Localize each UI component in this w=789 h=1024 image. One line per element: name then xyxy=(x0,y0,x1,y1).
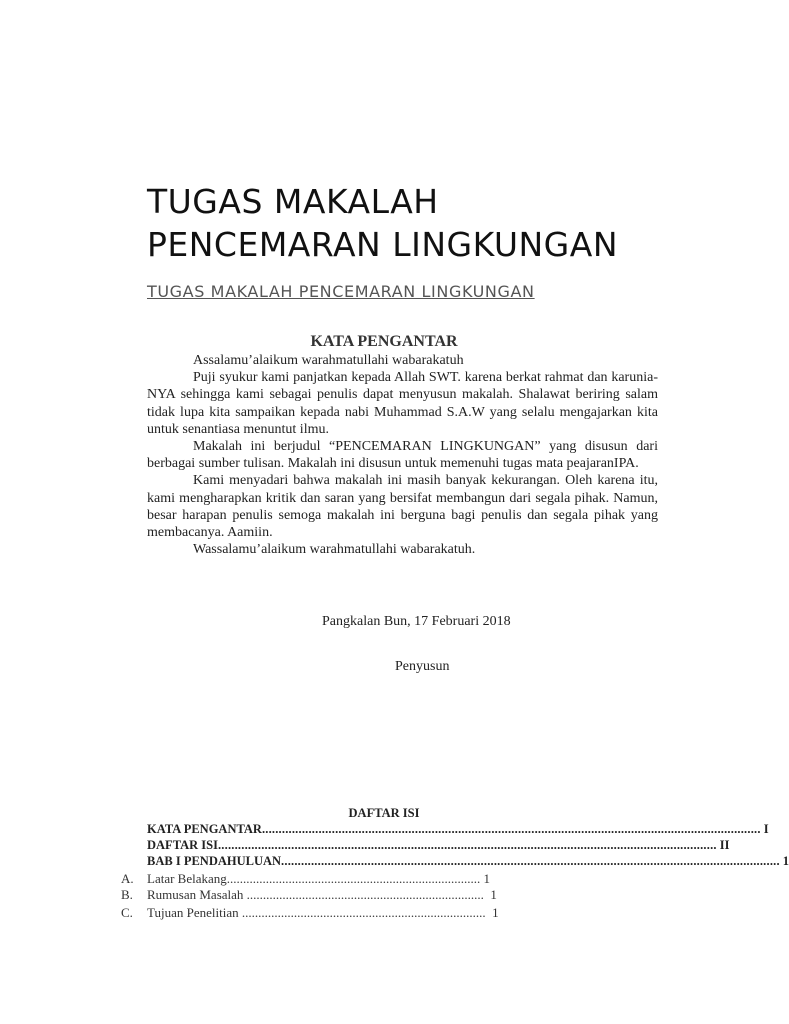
toc-entry-label: KATA PENGANTAR xyxy=(147,822,262,836)
body-paragraph: Makalah ini berjudul “PENCEMARAN LINGKUNGAN” yang disusun dari berbagai sumber tulisan. Makalah ini disusun untuk memenuhi tugas mata peajaranIPA. xyxy=(147,439,658,472)
document-title xyxy=(147,180,618,266)
toc-entry-page: 1 xyxy=(782,854,789,868)
author-label: Penyusun xyxy=(395,659,450,674)
toc-subentry-label: Tujuan Penelitian xyxy=(147,905,242,920)
toc-subentry[interactable] xyxy=(121,904,499,921)
toc-dot-leader: ...................................................................................................................................................... xyxy=(217,838,717,852)
kata-pengantar-heading: KATA PENGANTAR xyxy=(310,333,458,350)
toc-subentry[interactable] xyxy=(121,886,497,903)
toc-subentry-label: Rumusan Masalah xyxy=(147,887,247,902)
toc-subentry-page: 1 xyxy=(483,871,491,886)
toc-entry[interactable] xyxy=(147,821,769,837)
toc-dot-leader: ...................................................................................................................................................... xyxy=(281,854,780,868)
place-date: Pangkalan Bun, 17 Februari 2018 xyxy=(322,614,511,629)
toc-entry[interactable] xyxy=(147,837,730,853)
subtitle-link[interactable]: TUGAS MAKALAH PENCEMARAN LINGKUNGAN xyxy=(147,282,535,301)
toc-entry-page: II xyxy=(719,838,730,852)
toc-dot-leader: ...................................................................................................................................................... xyxy=(261,822,761,836)
toc-dot-leader: .............................................................................. xyxy=(226,871,481,886)
toc-subentry-page: 1 xyxy=(490,887,497,902)
toc-dot-leader: ........................................................................... xyxy=(241,905,486,920)
toc-subentry-letter: B. xyxy=(121,887,133,902)
title-line-1: TUGAS MAKALAH xyxy=(147,182,439,221)
toc-title: DAFTAR ISI xyxy=(348,806,420,820)
body-paragraph: Puji syukur kami panjatkan kepada Allah SWT. karena berkat rahmat dan karunia-NYA sehingga kami sebagai penulis dapat menyusun makalah. Shalawat beriring salam tidak lupa kita sampaikan kepada nabi Muhammad S.A.W yang selalu mengajarkan kita untuk senantiasa menuntut ilmu. xyxy=(147,370,658,437)
toc-entry-page: I xyxy=(763,822,769,836)
toc-subentry[interactable] xyxy=(121,870,490,887)
toc-entry-label: DAFTAR ISI xyxy=(147,838,218,852)
toc-subentry-label: Latar Belakang xyxy=(147,871,227,886)
toc-entry[interactable] xyxy=(147,853,789,869)
toc-subentry-letter: A. xyxy=(121,871,134,886)
kata-pengantar-body xyxy=(147,352,658,558)
greeting-paragraph: Assalamu’alaikum warahmatullahi wabarakatuh xyxy=(193,353,464,368)
toc-dot-leader: ......................................................................... xyxy=(246,887,484,902)
toc-subentry-page: 1 xyxy=(492,905,499,920)
toc-entry-label: BAB I PENDAHULUAN xyxy=(147,854,282,868)
toc-subentry-letter: C. xyxy=(121,905,133,920)
closing-paragraph: Wassalamu’alaikum warahmatullahi wabarakatuh. xyxy=(193,542,476,558)
title-line-2: PENCEMARAN LINGKUNGAN xyxy=(147,225,619,264)
body-paragraph: Kami menyadari bahwa makalah ini masih banyak kekurangan. Oleh karena itu, kami mengharapkan kritik dan saran yang bersifat membangun dari segala pihak. Namun, besar harapan penulis semoga makalah ini berguna bagi penulis dan segala pihak yang membacanya. Aamiin. xyxy=(147,473,658,541)
